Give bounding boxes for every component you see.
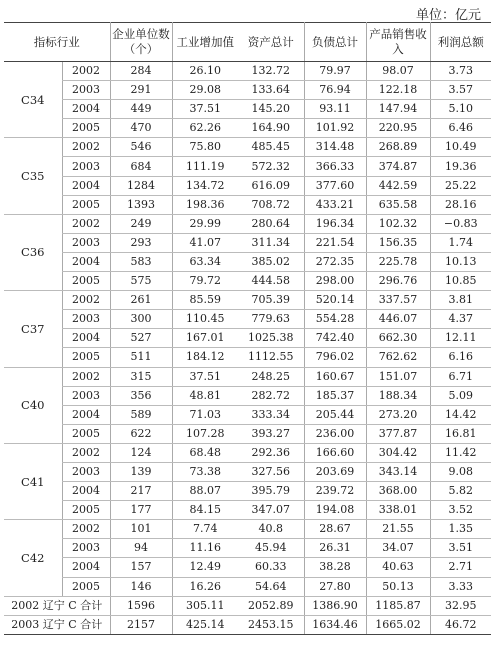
table-row	[4, 119, 491, 138]
liabilities-cell: 160.67	[304, 367, 366, 386]
sales-cell: 296.76	[366, 272, 430, 291]
year-cell: 2003	[62, 539, 110, 558]
assets-cell: 40.8	[238, 520, 304, 539]
liabilities-cell: 38.28	[304, 558, 366, 577]
year-cell: 2003	[62, 386, 110, 405]
profit-cell: 1.74	[430, 233, 491, 252]
table-row	[4, 386, 491, 405]
table-row	[4, 520, 491, 539]
table-totals	[4, 596, 491, 634]
totals-label: 2003 辽宁 C 合计	[4, 615, 110, 634]
year-cell: 2003	[62, 310, 110, 329]
sales-cell: 343.14	[366, 462, 430, 481]
value-added-cell: 134.72	[172, 176, 238, 195]
liabilities-cell: 79.97	[304, 62, 366, 81]
value-added-cell: 29.99	[172, 214, 238, 233]
value-added-cell: 62.26	[172, 119, 238, 138]
enterprises-cell: 300	[110, 310, 172, 329]
table-row	[4, 81, 491, 100]
profit-cell: 2.71	[430, 558, 491, 577]
value-added-cell: 75.80	[172, 138, 238, 157]
value-added-cell: 48.81	[172, 386, 238, 405]
value-added-cell: 184.12	[172, 348, 238, 367]
table-row	[4, 310, 491, 329]
value-added-cell: 107.28	[172, 424, 238, 443]
profit-cell: 3.81	[430, 291, 491, 310]
profit-cell: 11.42	[430, 443, 491, 462]
sales-cell: 122.18	[366, 81, 430, 100]
assets-cell: 395.79	[238, 482, 304, 501]
enterprises-cell: 1393	[110, 195, 172, 214]
value-added-cell: 111.19	[172, 157, 238, 176]
profit-cell: 3.33	[430, 577, 491, 596]
value-added-cell: 26.10	[172, 62, 238, 81]
year-cell: 2002	[62, 214, 110, 233]
liabilities-cell: 272.35	[304, 252, 366, 271]
liabilities-cell: 27.80	[304, 577, 366, 596]
enterprises-cell: 356	[110, 386, 172, 405]
assets-cell: 572.32	[238, 157, 304, 176]
sales-cell: 225.78	[366, 252, 430, 271]
sales-cell: 147.94	[366, 100, 430, 119]
header-profit: 利润总额	[430, 23, 491, 62]
table-row	[4, 272, 491, 291]
liabilities-cell: 239.72	[304, 482, 366, 501]
industry-code: C42	[4, 520, 62, 596]
year-cell: 2003	[62, 81, 110, 100]
profit-cell: 1.35	[430, 520, 491, 539]
unit-label: 单位：亿元	[415, 8, 481, 23]
header-industry: 指标行业	[4, 23, 110, 62]
assets-cell: 327.56	[238, 462, 304, 481]
value-added-cell: 16.26	[172, 577, 238, 596]
enterprises-cell: 291	[110, 81, 172, 100]
enterprises-cell: 622	[110, 424, 172, 443]
table-row	[4, 233, 491, 252]
year-cell: 2002	[62, 62, 110, 81]
sales-total: 1665.02	[366, 615, 430, 634]
assets-cell: 444.58	[238, 272, 304, 291]
sales-cell: 273.20	[366, 405, 430, 424]
table-row	[4, 405, 491, 424]
year-cell: 2004	[62, 405, 110, 424]
profit-cell: 10.85	[430, 272, 491, 291]
profit-cell: 25.22	[430, 176, 491, 195]
assets-cell: 393.27	[238, 424, 304, 443]
enterprises-cell: 217	[110, 482, 172, 501]
table-row	[4, 176, 491, 195]
value-added-cell: 63.34	[172, 252, 238, 271]
enterprises-cell: 449	[110, 100, 172, 119]
profit-cell: −0.83	[430, 214, 491, 233]
sales-cell: 151.07	[366, 367, 430, 386]
profit-cell: 6.16	[430, 348, 491, 367]
sales-cell: 21.55	[366, 520, 430, 539]
enterprises-cell: 575	[110, 272, 172, 291]
table-row	[4, 157, 491, 176]
liabilities-cell: 101.92	[304, 119, 366, 138]
table-row	[4, 501, 491, 520]
header-value-added: 工业增加值	[172, 23, 238, 62]
profit-cell: 3.51	[430, 539, 491, 558]
liabilities-total: 1386.90	[304, 596, 366, 615]
profit-cell: 9.08	[430, 462, 491, 481]
assets-cell: 60.33	[238, 558, 304, 577]
assets-cell: 132.72	[238, 62, 304, 81]
assets-cell: 1112.55	[238, 348, 304, 367]
assets-total: 2453.15	[238, 615, 304, 634]
value-added-total: 425.14	[172, 615, 238, 634]
header-enterprises: 企业单位数（个）	[110, 23, 172, 62]
profit-cell: 28.16	[430, 195, 491, 214]
profit-cell: 5.09	[430, 386, 491, 405]
profit-total: 46.72	[430, 615, 491, 634]
assets-cell: 1025.38	[238, 329, 304, 348]
assets-cell: 708.72	[238, 195, 304, 214]
sales-cell: 98.07	[366, 62, 430, 81]
sales-cell: 337.57	[366, 291, 430, 310]
liabilities-cell: 185.37	[304, 386, 366, 405]
sales-cell: 374.87	[366, 157, 430, 176]
sales-cell: 50.13	[366, 577, 430, 596]
liabilities-cell: 221.54	[304, 233, 366, 252]
year-cell: 2004	[62, 100, 110, 119]
assets-cell: 385.02	[238, 252, 304, 271]
year-cell: 2005	[62, 577, 110, 596]
assets-cell: 54.64	[238, 577, 304, 596]
assets-cell: 485.45	[238, 138, 304, 157]
value-added-cell: 167.01	[172, 329, 238, 348]
value-added-cell: 71.03	[172, 405, 238, 424]
industry-code: C36	[4, 214, 62, 290]
table-row	[4, 443, 491, 462]
year-cell: 2003	[62, 233, 110, 252]
enterprises-cell: 684	[110, 157, 172, 176]
liabilities-cell: 742.40	[304, 329, 366, 348]
year-cell: 2005	[62, 348, 110, 367]
value-added-cell: 88.07	[172, 482, 238, 501]
liabilities-cell: 76.94	[304, 81, 366, 100]
liabilities-cell: 366.33	[304, 157, 366, 176]
year-cell: 2005	[62, 424, 110, 443]
liabilities-cell: 203.69	[304, 462, 366, 481]
year-cell: 2004	[62, 558, 110, 577]
assets-cell: 333.34	[238, 405, 304, 424]
table-row	[4, 62, 491, 81]
profit-cell: 3.52	[430, 501, 491, 520]
table-row	[4, 558, 491, 577]
table-row	[4, 539, 491, 558]
table-row	[4, 100, 491, 119]
enterprises-cell: 546	[110, 138, 172, 157]
enterprises-cell: 101	[110, 520, 172, 539]
value-added-cell: 41.07	[172, 233, 238, 252]
liabilities-cell: 314.48	[304, 138, 366, 157]
value-added-cell: 29.08	[172, 81, 238, 100]
sales-cell: 188.34	[366, 386, 430, 405]
liabilities-cell: 520.14	[304, 291, 366, 310]
value-added-cell: 68.48	[172, 443, 238, 462]
table-row	[4, 424, 491, 443]
profit-cell: 5.82	[430, 482, 491, 501]
assets-cell: 145.20	[238, 100, 304, 119]
sales-cell: 662.30	[366, 329, 430, 348]
liabilities-cell: 28.67	[304, 520, 366, 539]
sales-cell: 34.07	[366, 539, 430, 558]
profit-cell: 4.37	[430, 310, 491, 329]
value-added-cell: 7.74	[172, 520, 238, 539]
liabilities-cell: 236.00	[304, 424, 366, 443]
value-added-cell: 37.51	[172, 367, 238, 386]
value-added-cell: 37.51	[172, 100, 238, 119]
enterprises-cell: 511	[110, 348, 172, 367]
sales-cell: 377.87	[366, 424, 430, 443]
year-cell: 2005	[62, 119, 110, 138]
enterprises-cell: 139	[110, 462, 172, 481]
year-cell: 2004	[62, 252, 110, 271]
profit-cell: 14.42	[430, 405, 491, 424]
enterprises-cell: 146	[110, 577, 172, 596]
year-cell: 2002	[62, 367, 110, 386]
profit-cell: 12.11	[430, 329, 491, 348]
profit-cell: 16.81	[430, 424, 491, 443]
table-row	[4, 138, 491, 157]
sales-cell: 102.32	[366, 214, 430, 233]
assets-cell: 292.36	[238, 443, 304, 462]
year-cell: 2002	[62, 138, 110, 157]
liabilities-cell: 554.28	[304, 310, 366, 329]
liabilities-cell: 196.34	[304, 214, 366, 233]
enterprises-cell: 177	[110, 501, 172, 520]
enterprises-cell: 315	[110, 367, 172, 386]
enterprises-cell: 589	[110, 405, 172, 424]
liabilities-cell: 166.60	[304, 443, 366, 462]
value-added-cell: 84.15	[172, 501, 238, 520]
enterprises-cell: 1284	[110, 176, 172, 195]
liabilities-cell: 26.31	[304, 539, 366, 558]
assets-cell: 616.09	[238, 176, 304, 195]
sales-cell: 40.63	[366, 558, 430, 577]
enterprises-total: 2157	[110, 615, 172, 634]
value-added-total: 305.11	[172, 596, 238, 615]
liabilities-cell: 205.44	[304, 405, 366, 424]
profit-cell: 3.73	[430, 62, 491, 81]
enterprises-cell: 293	[110, 233, 172, 252]
industry-code: C34	[4, 62, 62, 138]
sales-cell: 368.00	[366, 482, 430, 501]
liabilities-cell: 796.02	[304, 348, 366, 367]
assets-cell: 282.72	[238, 386, 304, 405]
header-row	[4, 23, 491, 62]
statistics-table	[4, 22, 491, 635]
assets-cell: 164.90	[238, 119, 304, 138]
year-cell: 2002	[62, 443, 110, 462]
value-added-cell: 11.16	[172, 539, 238, 558]
sales-cell: 304.42	[366, 443, 430, 462]
assets-cell: 779.63	[238, 310, 304, 329]
year-cell: 2005	[62, 195, 110, 214]
enterprises-cell: 157	[110, 558, 172, 577]
assets-total: 2052.89	[238, 596, 304, 615]
liabilities-total: 1634.46	[304, 615, 366, 634]
sales-cell: 442.59	[366, 176, 430, 195]
year-cell: 2005	[62, 501, 110, 520]
assets-cell: 311.34	[238, 233, 304, 252]
enterprises-cell: 124	[110, 443, 172, 462]
industry-code: C35	[4, 138, 62, 214]
enterprises-cell: 583	[110, 252, 172, 271]
totals-row	[4, 615, 491, 634]
table-row	[4, 462, 491, 481]
header-assets: 资产总计	[238, 23, 304, 62]
industry-code: C41	[4, 443, 62, 519]
value-added-cell: 110.45	[172, 310, 238, 329]
profit-cell: 6.46	[430, 119, 491, 138]
value-added-cell: 12.49	[172, 558, 238, 577]
header-sales: 产品销售收入	[366, 23, 430, 62]
year-cell: 2004	[62, 176, 110, 195]
table-row	[4, 482, 491, 501]
enterprises-total: 1596	[110, 596, 172, 615]
sales-cell: 268.89	[366, 138, 430, 157]
year-cell: 2003	[62, 157, 110, 176]
table-row	[4, 577, 491, 596]
assets-cell: 280.64	[238, 214, 304, 233]
enterprises-cell: 470	[110, 119, 172, 138]
assets-cell: 705.39	[238, 291, 304, 310]
profit-total: 32.95	[430, 596, 491, 615]
liabilities-cell: 298.00	[304, 272, 366, 291]
table-body	[4, 62, 491, 597]
industry-code: C40	[4, 367, 62, 443]
sales-cell: 762.62	[366, 348, 430, 367]
profit-cell: 6.71	[430, 367, 491, 386]
totals-label: 2002 辽宁 C 合计	[4, 596, 110, 615]
sales-cell: 446.07	[366, 310, 430, 329]
sales-cell: 338.01	[366, 501, 430, 520]
profit-cell: 19.36	[430, 157, 491, 176]
year-cell: 2005	[62, 272, 110, 291]
value-added-cell: 73.38	[172, 462, 238, 481]
profit-cell: 10.13	[430, 252, 491, 271]
enterprises-cell: 261	[110, 291, 172, 310]
sales-total: 1185.87	[366, 596, 430, 615]
assets-cell: 133.64	[238, 81, 304, 100]
value-added-cell: 79.72	[172, 272, 238, 291]
profit-cell: 3.57	[430, 81, 491, 100]
value-added-cell: 85.59	[172, 291, 238, 310]
table-row	[4, 195, 491, 214]
totals-row	[4, 596, 491, 615]
assets-cell: 45.94	[238, 539, 304, 558]
enterprises-cell: 249	[110, 214, 172, 233]
table-row	[4, 367, 491, 386]
profit-cell: 10.49	[430, 138, 491, 157]
liabilities-cell: 433.21	[304, 195, 366, 214]
table-row	[4, 348, 491, 367]
value-added-cell: 198.36	[172, 195, 238, 214]
year-cell: 2004	[62, 329, 110, 348]
liabilities-cell: 377.60	[304, 176, 366, 195]
liabilities-cell: 93.11	[304, 100, 366, 119]
year-cell: 2003	[62, 462, 110, 481]
industry-code: C37	[4, 291, 62, 367]
header-liabilities: 负债总计	[304, 23, 366, 62]
year-cell: 2002	[62, 291, 110, 310]
year-cell: 2002	[62, 520, 110, 539]
liabilities-cell: 194.08	[304, 501, 366, 520]
enterprises-cell: 284	[110, 62, 172, 81]
profit-cell: 5.10	[430, 100, 491, 119]
sales-cell: 635.58	[366, 195, 430, 214]
table-row	[4, 252, 491, 271]
table-row	[4, 291, 491, 310]
assets-cell: 347.07	[238, 501, 304, 520]
year-cell: 2004	[62, 482, 110, 501]
enterprises-cell: 527	[110, 329, 172, 348]
table-row	[4, 214, 491, 233]
assets-cell: 248.25	[238, 367, 304, 386]
sales-cell: 156.35	[366, 233, 430, 252]
table-row	[4, 329, 491, 348]
sales-cell: 220.95	[366, 119, 430, 138]
enterprises-cell: 94	[110, 539, 172, 558]
